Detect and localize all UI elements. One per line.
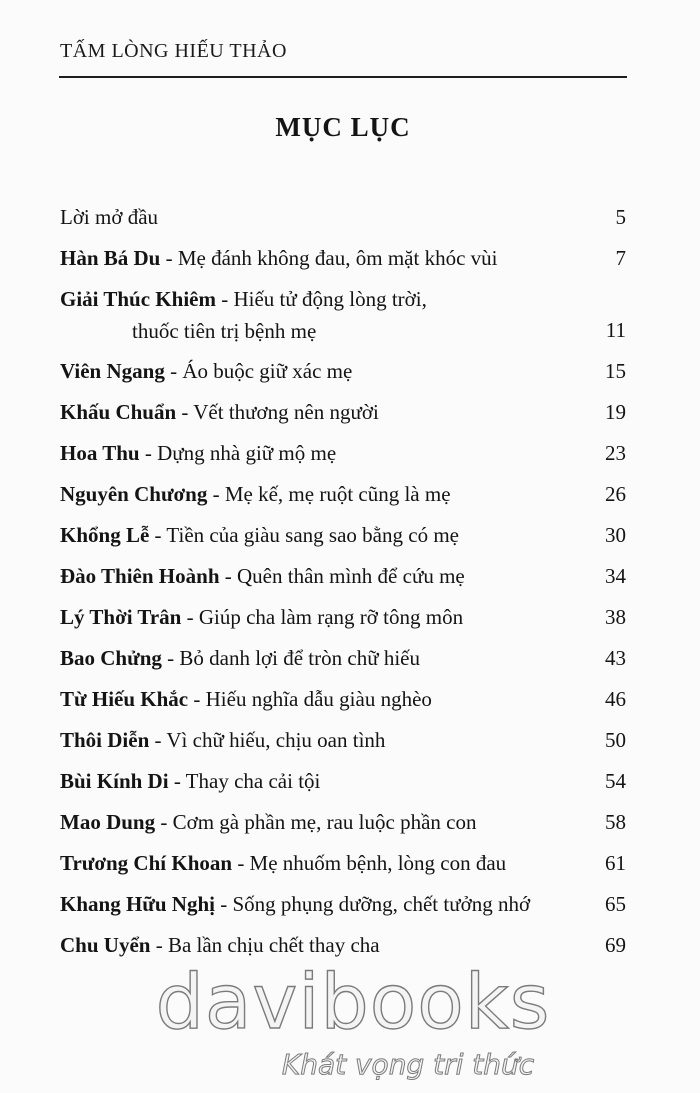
toc-entry-text — [60, 806, 626, 838]
toc-entry-text — [60, 765, 626, 797]
toc-entry — [60, 560, 626, 601]
toc-entry-text — [60, 642, 626, 674]
toc-entry — [60, 242, 626, 283]
toc-entry-text — [60, 355, 626, 387]
toc-entry — [60, 765, 626, 806]
toc-entry-name: Thôi Diễn — [60, 728, 150, 752]
toc-entry-name: Giải Thúc Khiêm — [60, 287, 216, 311]
toc-entry — [60, 806, 626, 847]
toc-entry-description: - Hiếu nghĩa dẫu giàu nghèo — [188, 687, 432, 711]
header-rule — [59, 76, 627, 78]
toc-entry-description: Lời mở đầu — [60, 205, 159, 229]
toc-entry-page: 58 — [605, 810, 626, 834]
toc-entry — [60, 642, 626, 683]
toc-entry-text — [60, 437, 626, 469]
toc-entry — [60, 888, 626, 929]
toc-entry-page: 50 — [605, 728, 626, 752]
toc-entry-name: Đào Thiên Hoành — [60, 564, 220, 588]
toc-entry-name: Trương Chí Khoan — [60, 851, 233, 875]
toc-entry-page: 46 — [605, 687, 626, 711]
toc-entry-text — [60, 201, 626, 233]
toc-entry-name: Khang Hữu Nghị — [60, 892, 215, 916]
toc-entry-description: - Mẹ kế, mẹ ruột cũng là mẹ — [207, 482, 451, 506]
toc-entry-description-continued: thuốc tiên trị bệnh mẹ — [132, 319, 317, 343]
toc-entry — [60, 847, 626, 888]
toc-entry-name: Viên Ngang — [60, 359, 165, 383]
toc-entry-text — [60, 283, 626, 315]
toc-entry-description: - Tiền của giàu sang sao bằng có mẹ — [149, 523, 459, 547]
toc-entry — [60, 201, 626, 242]
toc-entry-page: 26 — [605, 482, 626, 506]
toc-entry-description: - Ba lần chịu chết thay cha — [150, 933, 380, 957]
toc-entry-description: - Vết thương nên người — [176, 400, 379, 424]
toc-entry-name: Chu Uyển — [60, 933, 151, 957]
toc-entry-name: Lý Thời Trân — [60, 605, 182, 629]
toc-entry-text — [60, 888, 626, 920]
toc-entry-page: 38 — [605, 605, 626, 629]
toc-entry-name: Nguyên Chương — [60, 482, 208, 506]
toc-entry-page: 23 — [605, 441, 626, 465]
toc-entry-text — [60, 847, 626, 879]
toc-entry-description: - Thay cha cải tội — [168, 769, 321, 793]
toc-entry-name: Bao Chửng — [60, 646, 162, 670]
toc-entry — [60, 437, 626, 478]
toc-entry-description: - Cơm gà phần mẹ, rau luộc phần con — [155, 810, 477, 834]
toc-entry-page: 30 — [605, 523, 626, 547]
toc-entry-description: - Áo buộc giữ xác mẹ — [164, 359, 353, 383]
toc-entry-description: - Dựng nhà giữ mộ mẹ — [139, 441, 337, 465]
toc-entry-page: 11 — [605, 318, 626, 342]
watermark-tagline: Khát vọng tri thức — [281, 1048, 535, 1081]
toc-entry-page: 61 — [605, 851, 626, 875]
toc-entry-description: - Mẹ nhuốm bệnh, lòng con đau — [232, 851, 507, 875]
toc-entry-text — [60, 478, 626, 510]
toc-entry-text — [60, 560, 626, 592]
running-header: TẤM LÒNG HIẾU THẢO — [60, 40, 287, 62]
toc-entry-description: - Vì chữ hiếu, chịu oan tình — [149, 728, 386, 752]
toc-entry-page: 69 — [605, 933, 626, 957]
toc-entry-page: 15 — [605, 359, 626, 383]
toc-entry-name: Bùi Kính Di — [60, 769, 169, 793]
toc-entry-text — [60, 396, 626, 428]
toc-entry-page: 7 — [615, 246, 626, 270]
toc-entry-page: 34 — [605, 564, 626, 588]
toc-entry-text — [60, 724, 626, 756]
toc-entry-name: Khổng Lễ — [60, 523, 150, 547]
table-of-contents — [60, 201, 626, 970]
toc-entry-text — [60, 601, 626, 633]
toc-entry-page: 5 — [615, 205, 626, 229]
toc-entry-text — [60, 242, 626, 274]
watermark-brand: davibooks — [155, 957, 551, 1046]
toc-entry-name: Hoa Thu — [60, 441, 140, 465]
toc-entry — [60, 478, 626, 519]
toc-entry-text — [60, 519, 626, 551]
toc-entry-name: Mao Dung — [60, 810, 156, 834]
toc-entry-description: - Sống phụng dưỡng, chết tưởng nhớ — [215, 892, 531, 916]
toc-entry-name: Từ Hiếu Khắc — [60, 687, 189, 711]
toc-entry-text — [60, 683, 626, 715]
toc-entry-description: - Giúp cha làm rạng rỡ tông môn — [181, 605, 464, 629]
toc-entry-page: 65 — [605, 892, 626, 916]
toc-entry-name: Hàn Bá Du — [60, 246, 161, 270]
toc-entry-description: - Mẹ đánh không đau, ôm mặt khóc vùi — [160, 246, 498, 270]
toc-title: MỤC LỤC — [275, 112, 411, 142]
toc-entry-page: 54 — [605, 769, 626, 793]
toc-entry — [60, 724, 626, 765]
toc-entry — [60, 601, 626, 642]
toc-entry — [60, 283, 626, 355]
toc-entry — [60, 355, 626, 396]
toc-entry-description: - Hiếu tử động lòng trời, — [215, 287, 427, 311]
toc-entry — [60, 396, 626, 437]
toc-entry-description: - Bỏ danh lợi để tròn chữ hiếu — [161, 646, 420, 670]
toc-entry — [60, 519, 626, 560]
toc-entry-name: Khấu Chuẩn — [60, 400, 177, 424]
toc-entry — [60, 683, 626, 724]
toc-entry-page: 43 — [605, 646, 626, 670]
toc-entry-description: - Quên thân mình để cứu mẹ — [219, 564, 465, 588]
toc-entry-page: 19 — [605, 400, 626, 424]
